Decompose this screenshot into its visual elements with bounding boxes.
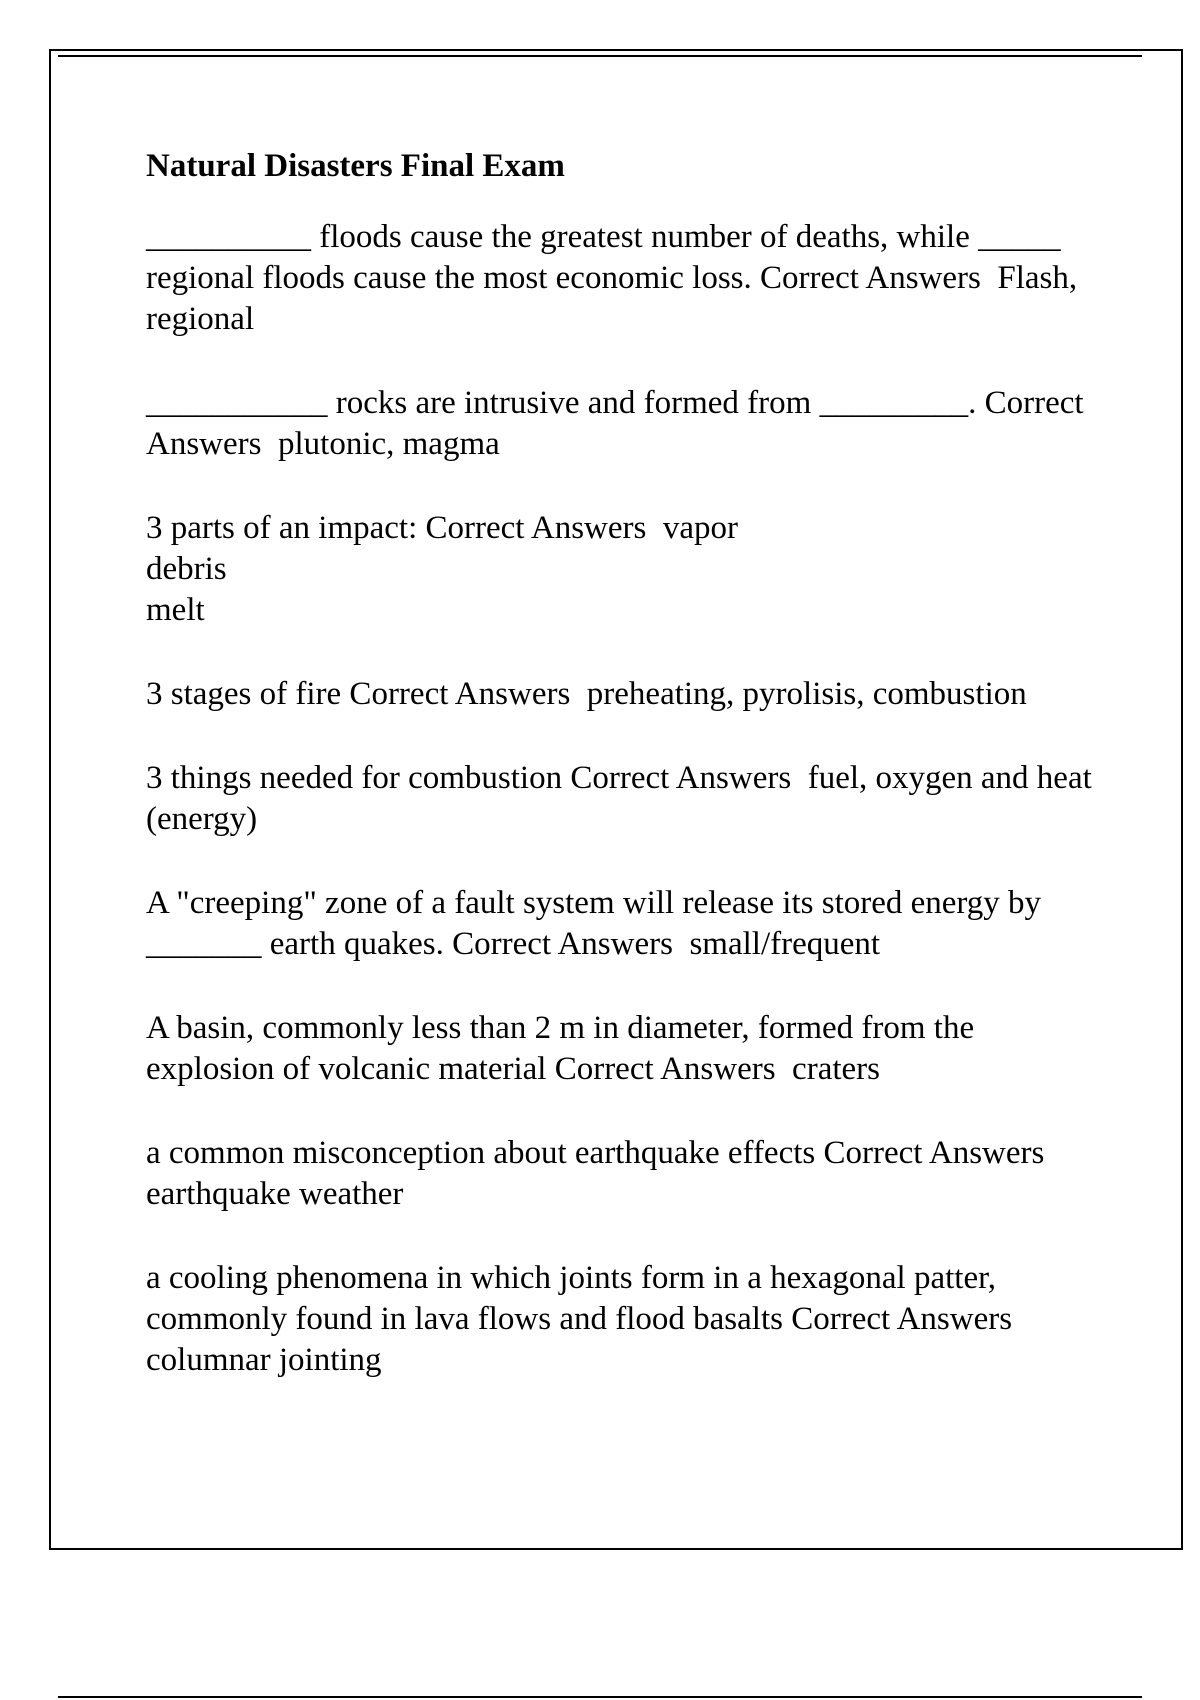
- qa-item-5: 3 things needed for combustion Correct Answers fuel, oxygen and heat (energy): [146, 760, 1101, 837]
- qa-item-1: __________ floods cause the greatest number of deaths, while _____ regional floods cause the most economic loss. Correct Answers Flash, regional: [146, 219, 1086, 337]
- qa-item-9: a cooling phenomena in which joints form in a hexagonal patter, commonly found in lava flows and flood basalts Correct Answers columnar jointing: [146, 1260, 1029, 1378]
- next-page-header-rule: [58, 1696, 1142, 1698]
- qa-item-2: ___________ rocks are intrusive and formed from _________. Correct Answers plutonic, magma: [146, 385, 1090, 462]
- qa-item-6: A "creeping" zone of a fault system will release its stored energy by _______ earth quakes. Correct Answers small/frequent: [146, 885, 1050, 962]
- qa-item-4: 3 stages of fire Correct Answers preheating, pyrolisis, combustion: [146, 676, 1027, 712]
- qa-item-3: 3 parts of an impact: Correct Answers vapor debris melt: [146, 510, 739, 628]
- document-title: Natural Disasters Final Exam: [146, 148, 565, 184]
- document-body: [146, 145, 1101, 1424]
- qa-item-8: a common misconception about earthquake effects Correct Answers earthquake weather: [146, 1135, 1061, 1212]
- header-rule: [58, 55, 1142, 57]
- qa-item-7: A basin, commonly less than 2 m in diameter, formed from the explosion of volcanic material Correct Answers craters: [146, 1010, 983, 1087]
